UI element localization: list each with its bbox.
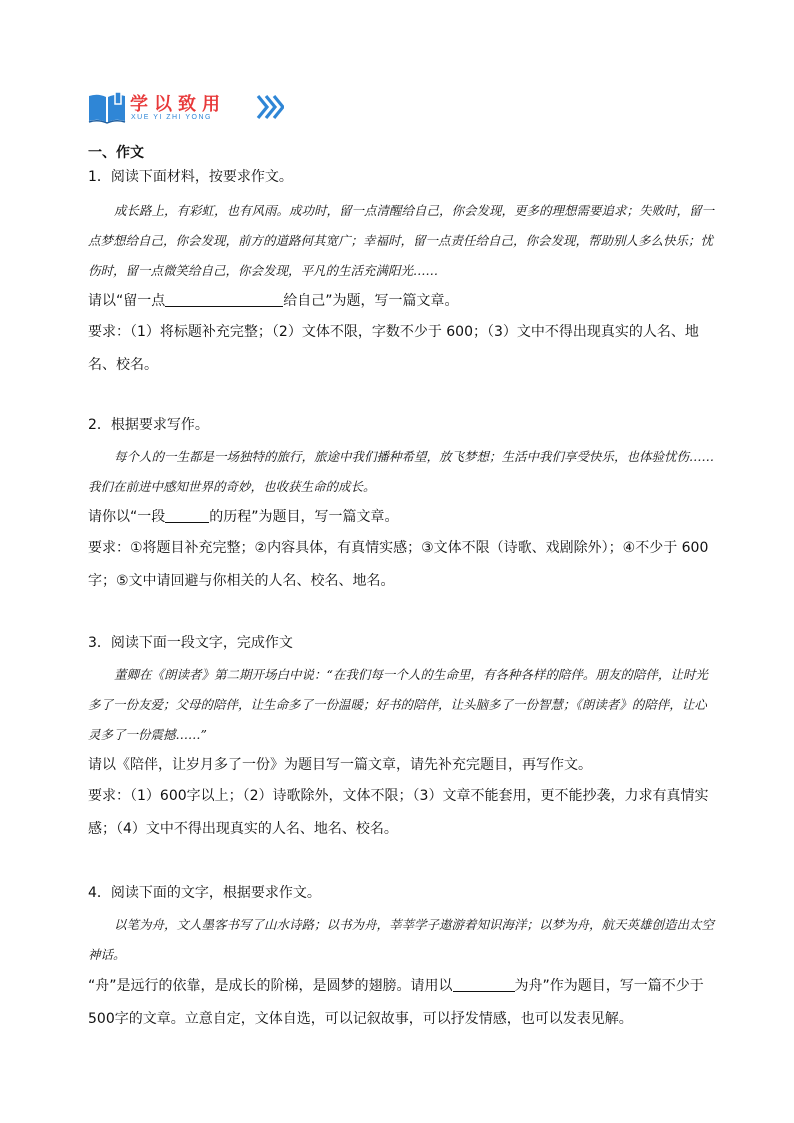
question-4 <box>88 878 716 1036</box>
prompt-before: “舟”是远行的依靠，是成长的阶梯，是圆梦的翅膀。请用以 <box>88 978 453 994</box>
prompt-before: 请以“留一点 <box>88 293 166 309</box>
double-chevron-icon <box>256 94 284 120</box>
prompt-before: 请你以“一段 <box>88 509 166 525</box>
section-header <box>88 92 318 132</box>
fill-blank <box>165 290 283 307</box>
question-material: 每个人的一生都是一场独特的旅行，旅途中我们播种希望，放飞梦想；生活中我们享受快乐，也体验忧伤……我们在前进中感知世界的奇妙，也收获生命的成长。 <box>88 449 715 494</box>
question-requirement: 要求：（1）将标题补充完整；（2）文体不限，字数不少于 600；（3）文中不得出现真实的人名、地名、校名。 <box>88 324 699 373</box>
question-prompt <box>88 970 716 1036</box>
book-icon <box>88 92 126 124</box>
header-subtitle: XUE YI ZHI YONG <box>131 114 212 121</box>
question-requirement: 要求：（1）600字以上；（2）诗歌除外，文体不限；（3）文章不能套用，更不能抄袭，力求有真情实感；（4）文中不得出现真实的人名、地名、校名。 <box>88 788 709 837</box>
header-title: 学以致用 <box>130 94 226 115</box>
section-title: 一、作文 <box>88 145 144 161</box>
question-title: 4．阅读下面的文字，根据要求作文。 <box>88 885 321 901</box>
question-2 <box>88 410 716 598</box>
prompt-after: 的历程”为题目，写一篇文章。 <box>209 509 399 525</box>
question-material: 以笔为舟，文人墨客书写了山水诗路；以书为舟，莘莘学子遨游着知识海洋；以梦为舟，航天英雄创造出太空神话。 <box>88 917 715 962</box>
fill-blank <box>453 975 515 992</box>
question-requirement: 要求：①将题目补充完整；②内容具体，有真情实感；③文体不限（诗歌、戏剧除外）；④不少于 600字；⑤文中请回避与你相关的人名、校名、地名。 <box>88 540 709 589</box>
question-material: 董卿在《朗读者》第二期开场白中说：“在我们每一个人的生命里，有各种各样的陪伴。朋友的陪伴，让时光多了一份友爱；父母的陪伴，让生命多了一份温暖；好书的陪伴，让头脑多了一份智慧；《朗读者》的陪伴，让心灵多了一份震撼……” <box>88 667 708 742</box>
question-title: 1．阅读下面材料，按要求作文。 <box>88 169 293 185</box>
question-title: 2．根据要求写作。 <box>88 417 209 433</box>
prompt-after: 为舟”作为题目，写一篇不少于 500字的文章。立意自定，文体自选，可以记叙故事，可以抒发情感，也可以发表见解。 <box>88 978 704 1027</box>
question-prompt <box>88 286 716 316</box>
question-1 <box>88 162 716 382</box>
prompt-after: 给自己”为题，写一篇文章。 <box>283 293 459 309</box>
question-3 <box>88 628 716 846</box>
fill-blank <box>165 506 209 523</box>
question-title: 3．阅读下面一段文字，完成作文 <box>88 635 293 651</box>
question-prompt <box>88 502 716 532</box>
question-prompt: 请以《陪伴，让岁月多了一份》为题目写一篇文章，请先补充完题目，再写作文。 <box>88 757 592 773</box>
question-material: 成长路上，有彩虹，也有风雨。成功时，留一点清醒给自己，你会发现，更多的理想需要追求；失败时，留一点梦想给自己，你会发现，前方的道路何其宽广；幸福时，留一点责任给自己，你会发现，帮助别人多么快乐；忧伤时，留一点微笑给自己，你会发现，平凡的生活充满阳光…… <box>88 203 715 278</box>
